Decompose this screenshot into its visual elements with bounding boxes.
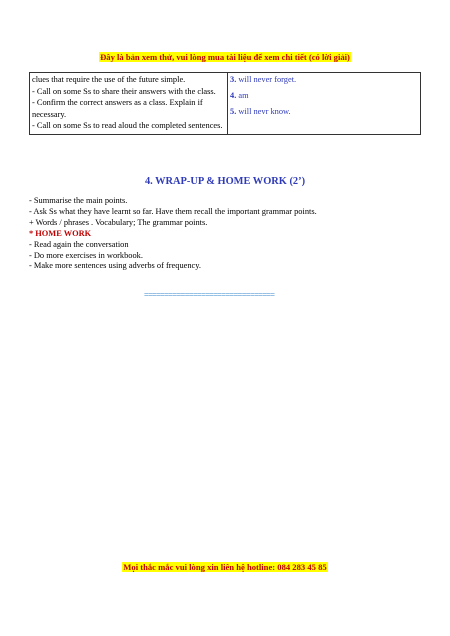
procedure-line: - Call on some Ss to read aloud the completed sentences. xyxy=(32,121,223,131)
lesson-table xyxy=(29,72,421,135)
body-line: - Read again the conversation xyxy=(29,239,129,249)
answers-cell xyxy=(228,73,421,135)
procedure-line: clues that require the use of the future simple. xyxy=(32,75,186,84)
top-banner-text: Đây là bản xem thử, vui lòng mua tài liệu để xem chi tiết (có lời giải) xyxy=(100,52,350,62)
body-line: - Ask Ss what they have learnt so far. Have them recall the important grammar points. xyxy=(29,206,317,216)
procedure-line: - Call on some Ss to share their answers with the class. xyxy=(32,86,216,96)
body-line: + Words / phrases . Vocabulary; The grammar points. xyxy=(29,217,208,227)
wrap-up-content xyxy=(29,196,429,272)
body-line: - Make more sentences using adverbs of frequency. xyxy=(29,261,202,271)
procedure-cell xyxy=(30,73,228,135)
table-row xyxy=(30,73,421,135)
bottom-banner-text: Mọi thắc mắc vui lòng xin liên hệ hotline: 084 283 45 85 xyxy=(123,562,327,572)
answer-number: 5. xyxy=(230,106,237,116)
separator-line: ================================ xyxy=(144,290,275,299)
bottom-hotline-banner xyxy=(0,562,450,573)
body-line: - Do more exercises in workbook. xyxy=(29,250,143,260)
answer-item xyxy=(230,90,419,102)
answer-text: will never forget. xyxy=(236,75,297,84)
answer-item xyxy=(230,106,419,118)
answer-number: 4. xyxy=(230,90,237,100)
procedure-line: - Confirm the correct answers as a class. Explain if necessary. xyxy=(32,98,203,119)
answer-number: 3. xyxy=(230,75,237,84)
answer-text: will nevr know. xyxy=(236,106,291,116)
top-preview-banner xyxy=(0,52,450,63)
answer-text: am xyxy=(236,90,249,100)
answer-item xyxy=(230,74,419,86)
homework-heading: * HOME WORK xyxy=(29,228,92,238)
body-line: - Summarise the main points. xyxy=(29,196,128,205)
section-heading: 4. WRAP-UP & HOME WORK (2’) xyxy=(144,176,306,187)
